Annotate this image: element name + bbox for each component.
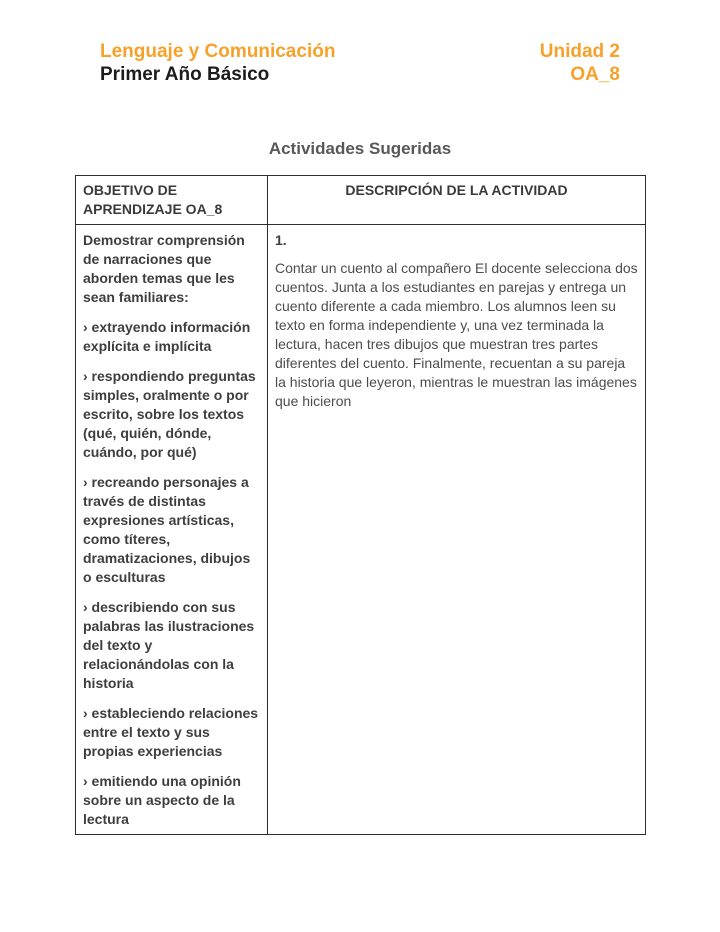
objective-intro: Demostrar comprensión de narraciones que aborden temas que les sean familiares:: [83, 232, 245, 305]
oa-label: OA_8: [570, 64, 620, 85]
objective-cell: [76, 225, 268, 835]
objective-bullet: › recreando personajes a través de distintas expresiones artísticas, como títeres, dramatizaciones, dibujos o esculturas: [83, 474, 251, 585]
description-header-cell: DESCRIPCIÓN DE LA ACTIVIDAD: [268, 176, 646, 225]
table-body-row: [76, 225, 646, 835]
activities-table: [75, 175, 646, 835]
objective-bullet: › respondiendo preguntas simples, oralmente o por escrito, sobre los textos (qué, quién, dónde, cuándo, por qué): [83, 368, 256, 460]
grade-title: Primer Año Básico: [100, 64, 270, 85]
objective-bullet: › extrayendo información explícita e implícita: [83, 319, 251, 354]
objective-bullet: › estableciendo relaciones entre el texto y sus propias experiencias: [83, 705, 259, 759]
table-header-row: [76, 176, 646, 225]
page-header: [0, 0, 720, 86]
objective-bullet: › emitiendo una opinión sobre un aspecto de la lectura: [83, 773, 241, 827]
objective-header-cell: OBJETIVO DE APRENDIZAJE OA_8: [76, 176, 268, 225]
unit-label: Unidad 2: [539, 41, 620, 62]
activity-cell: [268, 225, 646, 835]
header-left: [100, 40, 335, 86]
page-title: Actividades Sugeridas: [268, 139, 452, 158]
header-right: [540, 40, 620, 86]
subject-title: Lenguaje y Comunicación: [100, 41, 336, 62]
activity-number: 1.: [275, 232, 287, 248]
objective-bullet: › describiendo con sus palabras las ilustraciones del texto y relacionándolas con la historia: [83, 599, 255, 691]
activity-description: Contar un cuento al compañero El docente selecciona dos cuentos. Junta a los estudiantes en parejas y entrega un cuento diferente a cada miembro. Los alumnos leen su texto en forma independiente y, una vez terminada la lectura, hacen tres dibujos que muestran tres partes diferentes del cuento. Finalmente, recuentan a su pareja la historia que leyeron, mientras le muestran las imágenes que hicieron: [275, 260, 638, 409]
